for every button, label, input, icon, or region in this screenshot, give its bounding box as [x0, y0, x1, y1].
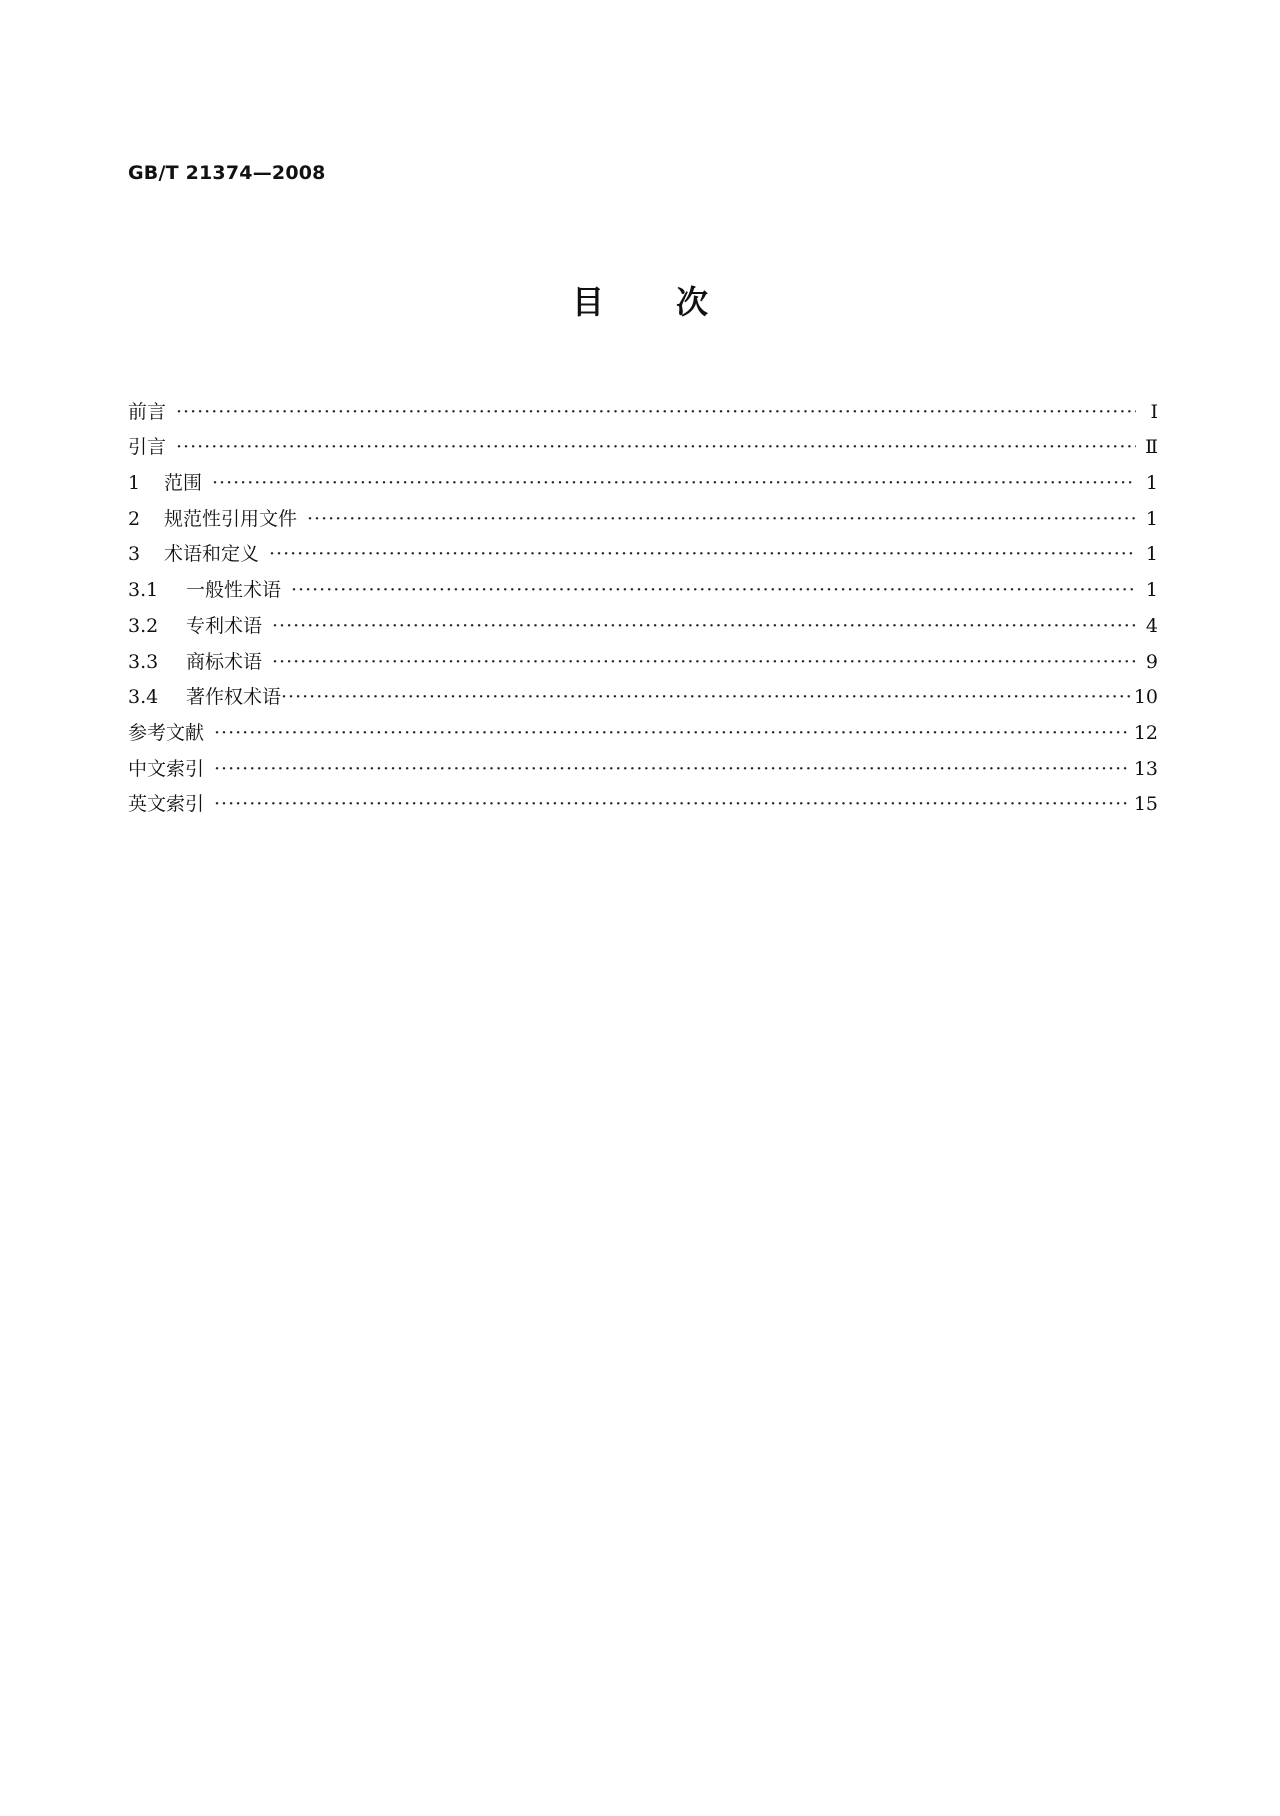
toc-entry-label: 规范性引用文件 [164, 507, 298, 530]
toc-entry-scope[interactable] [128, 459, 1158, 495]
dot-leader [269, 542, 1136, 566]
toc-entry-bibliography[interactable] [128, 709, 1158, 745]
toc-entry-page: 9 [1145, 650, 1158, 673]
dot-leader [272, 650, 1136, 674]
toc-entry-trademark-terms[interactable] [128, 638, 1158, 674]
toc-entry-chinese-index[interactable] [128, 745, 1158, 781]
toc-entry-label: 著作权术语 [186, 686, 282, 709]
dot-leader [212, 471, 1136, 495]
toc-entry-number: 3.3 [128, 650, 159, 673]
toc-entry-label: 术语和定义 [164, 543, 260, 566]
dot-leader [214, 721, 1130, 745]
toc-entry-page: 1 [1145, 472, 1158, 495]
dot-leader [214, 792, 1130, 816]
toc-entry-page: 15 [1133, 793, 1158, 816]
dot-leader [291, 578, 1136, 602]
toc-entry-page: 10 [1133, 686, 1158, 709]
toc-entry-label: 范围 [164, 472, 203, 495]
toc-entry-label: 一般性术语 [186, 579, 282, 602]
toc-entry-number: 3.4 [128, 686, 159, 709]
dot-leader [214, 757, 1130, 781]
toc-entry-page: Ⅰ [1150, 400, 1158, 423]
toc-entry-number: 1 [128, 472, 141, 495]
toc-entry-introduction[interactable] [128, 424, 1158, 460]
toc-entry-page: 4 [1145, 614, 1158, 637]
toc-entry-label: 英文索引 [128, 793, 205, 816]
toc-entry-number: 3 [128, 543, 141, 566]
dot-leader [176, 435, 1136, 459]
dot-leader [176, 400, 1136, 424]
toc-entry-page: 12 [1133, 721, 1158, 744]
toc-entry-number: 2 [128, 507, 141, 530]
toc-entry-label: 引言 [128, 436, 167, 459]
toc-entry-patent-terms[interactable] [128, 602, 1158, 638]
dot-leader [281, 685, 1130, 709]
toc-entry-normative-references[interactable] [128, 495, 1158, 531]
toc-entry-page: Ⅱ [1145, 436, 1158, 459]
standard-code: GB/T 21374—2008 [128, 162, 326, 184]
toc-entry-page: 1 [1145, 507, 1158, 530]
dot-leader [272, 614, 1136, 638]
toc-entry-page: 13 [1133, 757, 1158, 780]
toc-entry-copyright-terms[interactable] [128, 674, 1158, 710]
toc-entry-number: 3.1 [128, 579, 159, 602]
toc-entry-page: 1 [1145, 543, 1158, 566]
toc-entry-label: 专利术语 [186, 614, 263, 637]
dot-leader [307, 507, 1136, 531]
toc-entry-label: 商标术语 [186, 650, 263, 673]
toc-entry-terms-definitions[interactable] [128, 531, 1158, 567]
toc-entry-preface[interactable] [128, 388, 1158, 424]
toc-title: 目次 [571, 283, 780, 321]
toc-entry-label: 前言 [128, 400, 167, 423]
toc-entry-label: 参考文献 [128, 721, 205, 744]
toc-entry-label: 中文索引 [128, 757, 205, 780]
toc-entry-number: 3.2 [128, 614, 159, 637]
table-of-contents [128, 388, 1158, 816]
toc-entry-page: 1 [1145, 579, 1158, 602]
toc-entry-english-index[interactable] [128, 781, 1158, 817]
toc-entry-general-terms[interactable] [128, 566, 1158, 602]
